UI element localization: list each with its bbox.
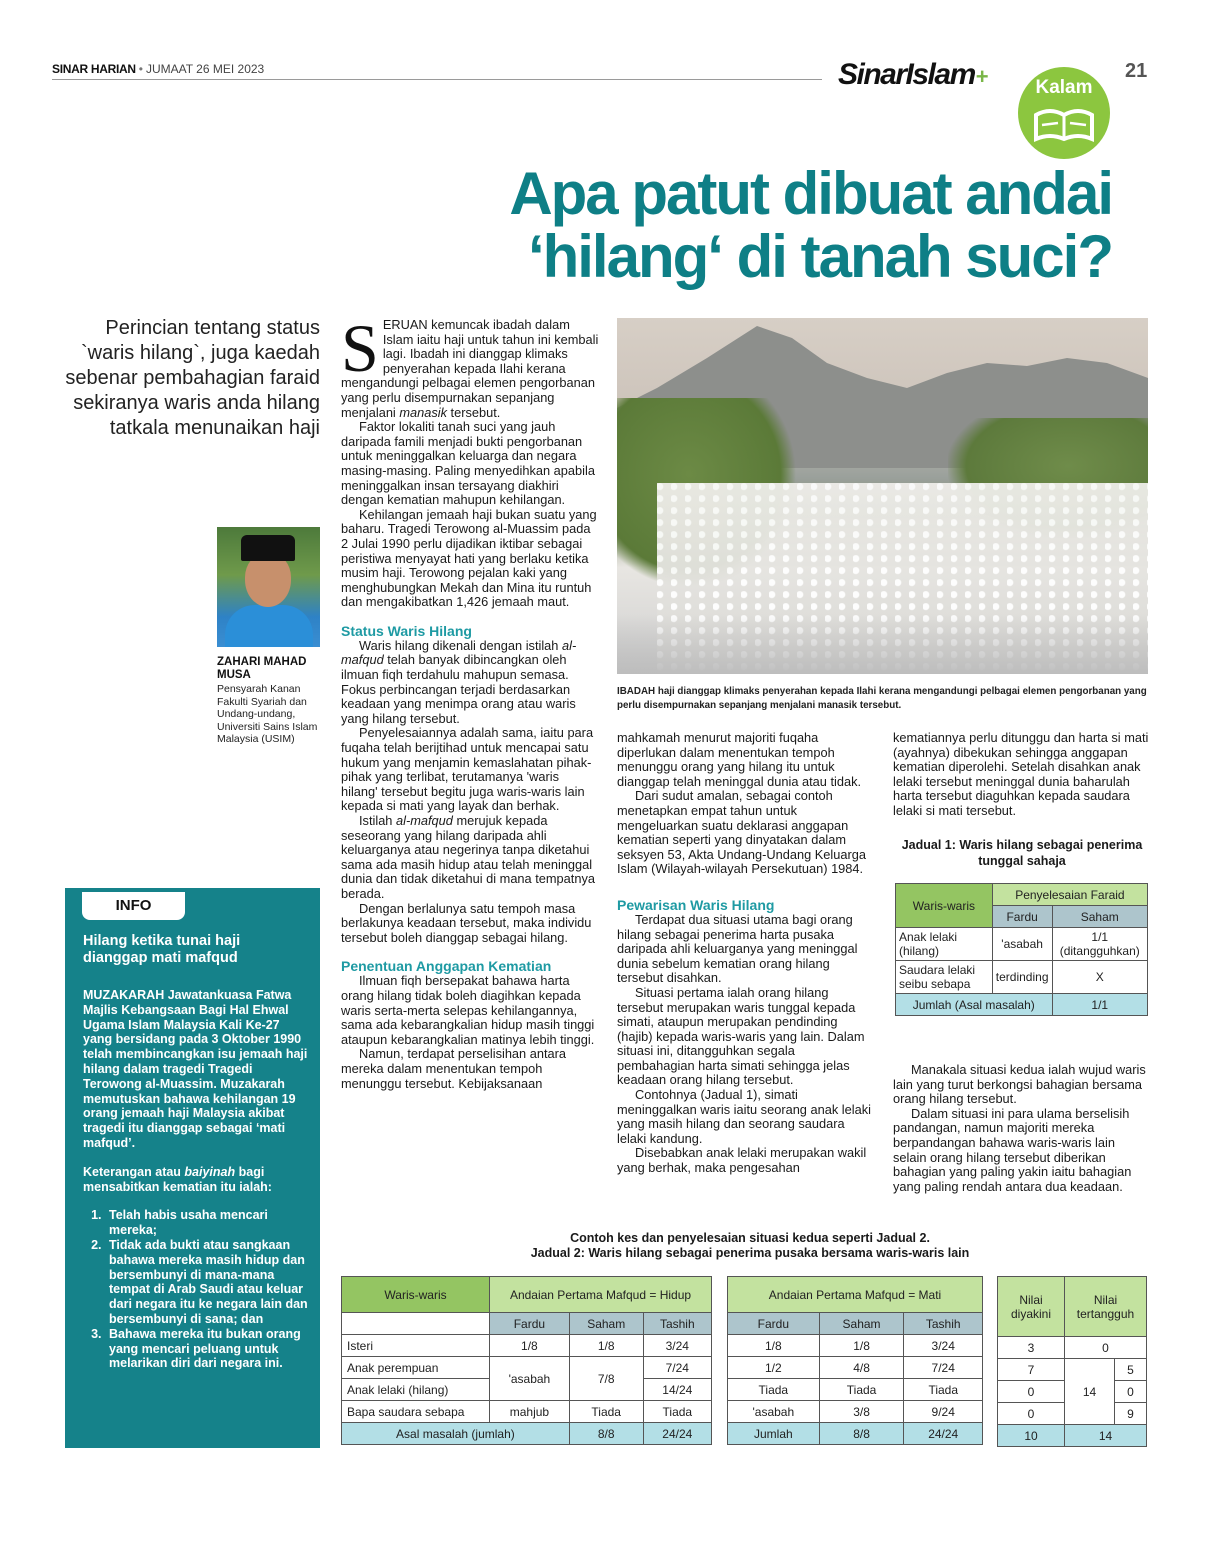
table2-intro: Contoh kes dan penyelesaian situasi kedua seperti Jadual 2. bbox=[570, 1231, 930, 1245]
article-paragraph: mahkamah menurut majoriti fuqaha diperlukan dalam menentukan tempoh menunggu orang yang hilang itu untuk dianggap telah meninggal dunia atau tidak. bbox=[617, 730, 862, 789]
table-row: 1/2 4/8 7/24 bbox=[728, 1357, 983, 1379]
table2-header-tertangguh: Nilai tertangguh bbox=[1065, 1277, 1147, 1337]
info-tab: INFO bbox=[82, 892, 185, 920]
table-row: 7 14 5 bbox=[998, 1359, 1147, 1381]
section-label: Kalam bbox=[1035, 77, 1093, 98]
info-box bbox=[65, 888, 320, 1448]
table-row: Bapa saudara sebapa mahjub Tiada Tiada bbox=[342, 1401, 712, 1423]
table-row: Tiada Tiada Tiada bbox=[728, 1379, 983, 1401]
info-title: Hilang ketika tunai haji dianggap mati mafqud bbox=[83, 933, 241, 966]
table2-header-waris: Waris-waris bbox=[342, 1277, 490, 1313]
kalam-section-badge bbox=[1018, 67, 1110, 159]
article-paragraph: Dengan berlalunya satu tempoh masa berlakunya keadaan tersebut, maka individu tersebut boleh dianggap sebagai hilang. bbox=[341, 900, 592, 945]
article-column-3-continued bbox=[893, 1063, 1151, 1194]
article-column-1 bbox=[341, 310, 599, 1091]
author-shirt bbox=[225, 605, 313, 647]
table2-nilai bbox=[997, 1276, 1147, 1447]
table-row: Anak lelaki (hilang) 'asabah 1/1 (ditangguhkan) bbox=[896, 928, 1148, 961]
plus-icon: + bbox=[975, 64, 988, 89]
headline-line-1: Apa patut dibuat andai bbox=[509, 160, 1112, 227]
headline-line-2: ‘hilang‘ di tanah suci? bbox=[527, 223, 1112, 290]
table2-header-mati: Andaian Pertama Mafqud = Mati bbox=[728, 1277, 983, 1313]
info-list-item: 2. Tidak ada bukti atau sangkaan bahawa mereka masih hidup dan bersembunyi di mana-mana tempat di Arab Saudi atau keluar dari negara itu ke negara lain dan bersembunyi di sana; dan bbox=[105, 1238, 309, 1327]
author-face bbox=[245, 553, 291, 607]
info-list bbox=[105, 1208, 309, 1371]
author-name: ZAHARI MAHAD MUSA bbox=[217, 656, 307, 681]
table1-title: Jadual 1: Waris hilang sebagai penerima tunggal sahaja bbox=[901, 838, 1143, 868]
table1-header-fardu: Fardu bbox=[992, 906, 1052, 928]
article-paragraph: Contohnya (Jadual 1), simati meninggalkan waris iaitu seorang anak lelaki yang masih hilang dan seorang saudara lelaki kandung. bbox=[617, 1087, 871, 1146]
article-column-2 bbox=[617, 731, 875, 1176]
issue-date: JUMAAT 26 MEI 2023 bbox=[145, 62, 265, 76]
brand-text: SinarIslam bbox=[838, 58, 975, 91]
info-list-item: 3. Bahawa mereka itu bukan orang yang mencari peluang untuk melarikan diri dari negara ini. bbox=[105, 1327, 309, 1371]
article-paragraph: SERUAN kemuncak ibadah dalam Islam iaitu haji untuk tahun ini kembali lagi. Ibadah ini dianggap klimaks penyerahan kepada Ilahi kerana mengandungi pelbagai elemen pengorbanan yang perlu disempurnakan sepanjang menjalani manasik tersebut. bbox=[341, 310, 599, 420]
drop-cap: S bbox=[341, 310, 379, 386]
table2-hidup: Waris-waris Andaian Pertama Mafqud = Hidup Fardu Saham Tashih Isteri 1/8 1/8 3/24 Anak perempuan 'asabah 7/8 7/24 Anak lelaki (hilang) 14/24 Bapa saudara sebapa mahjub Tiada Tiada Asal masalah (jumlah) 8/8 24/24 bbox=[341, 1276, 712, 1445]
article-paragraph: kematiannya perlu ditunggu dan harta si mati (ayahnya) dibekukan sehingga anggapan kematian diperolehi. Setelah disahkan anak lelaki tersebut meninggal dunia baharulah harta tersebut diaguhkan kepada saudara lelaki si mati tersebut. bbox=[893, 730, 1149, 818]
table-row: Saudara lelaki seibu sebapa terdinding X bbox=[896, 961, 1148, 994]
article-paragraph: Istilah al-mafqud merujuk kepada seseorang yang hilang daripada ahli keluarganya atau negerinya tanpa diketahui sama ada masih hidup atau telah meninggal dunia dan tidak diketahui di mana tempatnya berada. bbox=[341, 813, 595, 901]
subhead-pewarisan: Pewarisan Waris Hilang bbox=[617, 896, 775, 913]
headline bbox=[300, 162, 1112, 288]
masthead bbox=[52, 60, 822, 80]
table-row: Anak perempuan 'asabah 7/8 7/24 bbox=[342, 1357, 712, 1379]
table-row: 0 0 bbox=[998, 1381, 1147, 1403]
article-paragraph: Dari sudut amalan, sebagai contoh menetapkan empat tahun untuk mengeluarkan suatu deklarasi anggapan kematian seperti yang dinyatakan dalam seksyen 53, Akta Undang-Undang Keluarga Islam (Wilayah-wilayah Persekutuan) 1984. bbox=[617, 788, 866, 877]
article-paragraph: Ilmuan fiqh bersepakat bahawa harta orang hilang tidak boleh diagihkan kepada waris serta-merta selepas kehilangannya, sama ada kebarangkalian hidup masih tinggi ataupun kebarangkalian matinya lebih tinggi. bbox=[341, 973, 595, 1047]
article-paragraph: Faktor lokaliti tanah suci yang jauh daripada famili menjadi bukti pengorbanan untuk meninggalkan keluarga dan negara masing-masing. Paling menyedihkan apabila meninggalkan insan tersayang diakhiri dengan kematian mahupun kehilangan. bbox=[341, 419, 595, 508]
table2-title bbox=[340, 1231, 1160, 1261]
table1 bbox=[895, 883, 1148, 1016]
author-photo bbox=[217, 527, 320, 647]
article-paragraph: Terdapat dua situasi utama bagi orang hilang sebagai penerima harta pusaka daripada ahli keluarganya yang meninggal dunia sebelum kematian orang hilang tersebut disahkan. bbox=[617, 911, 858, 986]
article-paragraph: Namun, terdapat perselisihan antara mereka dalam menentukan tempoh menunggu tersebut. Kebijaksanaan bbox=[341, 1046, 567, 1091]
open-book-icon bbox=[1032, 105, 1096, 145]
article-paragraph: Waris hilang dikenali dengan istilah al-mafqud telah banyak dibincangkan oleh ilmuan fiqh terdahulu mahupun semasa. Fokus perbincangan terjadi berdasarkan keadaan yang menimpa orang atau waris yang hilang tersebut. bbox=[341, 637, 577, 726]
newspaper-name: SINAR HARIAN bbox=[52, 62, 136, 76]
author-songkok bbox=[241, 535, 295, 561]
table-row: 'asabah 3/8 9/24 bbox=[728, 1401, 983, 1423]
article-paragraph: Dalam situasi ini para ulama berselisih pandangan, namun majoriti mereka berpandangan bahawa waris-waris lain selain orang hilang tersebut diberikan bahagian yang paling yakin iaitu bahagian yang paling rendah antara dua keadaan. bbox=[893, 1105, 1132, 1194]
table-total-row: 10 14 bbox=[998, 1425, 1147, 1447]
info-list-item: 1. Telah habis usaha mencari mereka; bbox=[105, 1208, 309, 1238]
page-number: 21 bbox=[1125, 60, 1148, 82]
article-column-3 bbox=[893, 731, 1151, 819]
table1-header-group: Penyelesaian Faraid bbox=[992, 884, 1147, 906]
standfirst: Perincian tentang status `waris hilang`, juga kaedah sebenar pembahagian faraid sekiranya waris anda hilang tatkala menunaikan haji bbox=[65, 317, 320, 439]
article-paragraph: Disebabkan anak lelaki merupakan wakil yang berhak, maka pengesahan bbox=[617, 1145, 867, 1176]
table2-caption: Jadual 2: Waris hilang sebagai penerima pusaka bersama waris-waris lain bbox=[530, 1246, 970, 1260]
article-paragraph: Situasi pertama ialah orang hilang tersebut merupakan waris tunggal kepada simati, ataupun merupakan pendinding (hajib) kepada waris-waris yang lain. Dalam situasi ini, ditangguhkan segala pembahagian harta simati sehingga jelas keadaan orang hilang tersebut. bbox=[617, 984, 865, 1088]
table1-header-saham: Saham bbox=[1052, 906, 1148, 928]
road bbox=[617, 614, 1148, 674]
table-row: 0 9 bbox=[998, 1403, 1147, 1425]
sinarislam-logo bbox=[838, 58, 987, 94]
author-role: Pensyarah Kanan Fakulti Syariah dan Undang-undang, Universiti Sains Islam Malaysia (USIM) bbox=[217, 683, 318, 745]
table2-header-diyakini: Nilai diyakini bbox=[998, 1277, 1065, 1337]
table2-mati: Andaian Pertama Mafqud = Mati Fardu Saham Tashih 1/8 1/8 3/24 1/2 4/8 7/24 Tiada Tiada Tiada 'asabah 3/8 9/24 Jumlah 8/8 24/24 bbox=[727, 1276, 983, 1445]
table-row: Anak lelaki (hilang) 14/24 bbox=[342, 1379, 712, 1401]
article-paragraph: Manakala situasi kedua ialah wujud waris lain yang turut berkongsi bahagian bersama orang hilang tersebut. bbox=[893, 1062, 1146, 1107]
article-paragraph: Kehilangan jemaah haji bukan suatu yang baharu. Tragedi Terowong al-Muassim pada 2 Julai 1990 perlu dijadikan iktibar sebagai peristiwa menyayat hati yang berlaku ketika musim haji. Terowong pejalan kaki yang menghubungkan Mekah dan Mina itu runtuh dan mengakibatkan 1,426 jemaah maut. bbox=[341, 506, 597, 610]
photo-caption: IBADAH haji dianggap klimaks penyerahan kepada Ilahi kerana mengandungi pelbagai elemen pengorbanan yang perlu disempurnakan sepanjang menjalani manasik tersebut. bbox=[617, 686, 1147, 711]
table-row: 1/8 1/8 3/24 bbox=[728, 1335, 983, 1357]
info-evidence-intro: Keterangan atau baiyinah bagi mensabitkan kematian itu ialah: bbox=[83, 1164, 272, 1194]
separator-dot: • bbox=[138, 62, 143, 76]
subhead-penentuan: Penentuan Anggapan Kematian bbox=[341, 958, 552, 975]
hajj-crowd-photo bbox=[617, 318, 1148, 674]
subhead-status-waris-hilang: Status Waris Hilang bbox=[341, 622, 472, 639]
article-paragraph: Penyelesaiannya adalah sama, iaitu para fuqaha telah berijtihad untuk mencapai satu hukum yang menjamin kemaslahatan pihak-pihak yang terlibat, terutamanya 'waris hilang' tersebut begitu juga waris-waris lain kepada si mati yang layak dan berhak. bbox=[341, 725, 594, 814]
info-body bbox=[83, 988, 309, 1371]
info-paragraph: MUZAKARAH Jawatankuasa Fatwa Majlis Kebangsaan Bagi Hal Ehwal Ugama Islam Malaysia Kali Ke-27 yang bersidang pada 3 Oktober 1990 telah membincangkan isu jemaah haji hilang dalam tragedi Tragedi Terowong al-Muassim. Muzakarah memutuskan bahawa kehilangan 19 orang jemaah haji Malaysia akibat tragedi itu dianggap sebagai ‘mati mafqud’. bbox=[83, 988, 308, 1150]
table2-header-hidup: Andaian Pertama Mafqud = Hidup bbox=[490, 1277, 712, 1313]
table-total-row: Jumlah (Asal masalah) 1/1 bbox=[896, 994, 1148, 1016]
table-row: 3 0 bbox=[998, 1337, 1147, 1359]
table-row: Isteri 1/8 1/8 3/24 bbox=[342, 1335, 712, 1357]
table-total-row: Asal masalah (jumlah) 8/8 24/24 bbox=[342, 1423, 712, 1445]
table1-header-waris: Waris-waris bbox=[896, 884, 993, 928]
table-total-row: Jumlah 8/8 24/24 bbox=[728, 1423, 983, 1445]
